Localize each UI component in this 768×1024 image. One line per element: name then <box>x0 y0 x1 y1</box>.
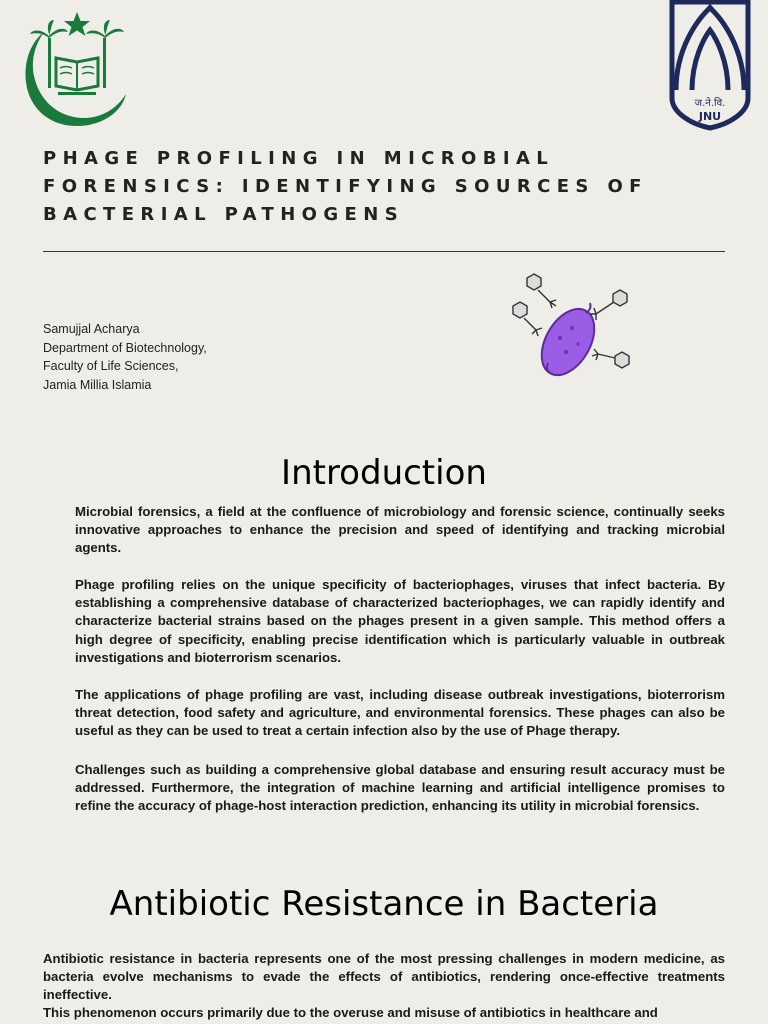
introduction-paragraph-4: Challenges such as building a comprehensive global database and ensuring result accuracy must be addressed. Furthermore, the integration of machine learning and artificial intelligence promises to refine the accuracy of phage-host interaction prediction, enhancing its utility in microbial forensics. <box>75 762 725 814</box>
antibiotic-paragraph-1: Antibiotic resistance in bacteria represents one of the most pressing challenges in modern medicine, as bacteria evolve mechanisms to evade the effects of antibiotics, rendering once-effective treatments ineffective. <box>43 951 725 1003</box>
title-divider <box>43 251 725 252</box>
poster-title: PHAGE PROFILING IN MICROBIAL FORENSICS: IDENTIFYING SOURCES OF BACTERIAL PATHOGENS <box>43 148 648 225</box>
bacterium-cell <box>531 300 605 383</box>
author-institution: Jamia Millia Islamia <box>43 377 152 392</box>
introduction-heading: Introduction <box>281 453 487 493</box>
antibiotic-paragraph-2: This phenomenon occurs primarily due to the overuse and misuse of antibiotics in healthcare and <box>43 1005 658 1020</box>
introduction-paragraph-3: The applications of phage profiling are vast, including disease outbreak investigations, bioterrorism threat detection, food safety and agriculture, and environmental forensics. These phages can also be useful as they can be used to treat a certain infection also by the use of Phage therapy. <box>75 687 725 739</box>
jnu-logo <box>668 0 752 132</box>
svg-text:ज.ने.वि.: ज.ने.वि. <box>694 98 726 109</box>
svg-text:JNU: JNU <box>698 110 722 123</box>
author-faculty: Faculty of Life Sciences, <box>43 359 179 373</box>
jamia-millia-islamia-logo <box>18 8 136 130</box>
author-department: Department of Biotechnology, <box>43 340 207 355</box>
author-name: Samujjal Acharya <box>43 322 140 336</box>
bacteriophage-illustration <box>508 268 638 383</box>
introduction-paragraph-2: Phage profiling relies on the unique specificity of bacteriophages, viruses that infect bacteria. By establishing a comprehensive database of characterized bacteriophages, we can rapidly identify and characterize bacterial strains based on the phages present in a given sample. This method offers a high degree of specificity, enabling precise identification which is particularly valuable in outbreak investigations and bioterrorism scenarios. <box>75 577 725 665</box>
author-block <box>43 320 207 394</box>
introduction-paragraph-1: Microbial forensics, a field at the confluence of microbiology and forensic science, continually seeks innovative approaches to enhance the precision and speed of identifying and tracking microbial agents. <box>75 504 725 556</box>
antibiotic-resistance-heading: Antibiotic Resistance in Bacteria <box>109 884 659 924</box>
